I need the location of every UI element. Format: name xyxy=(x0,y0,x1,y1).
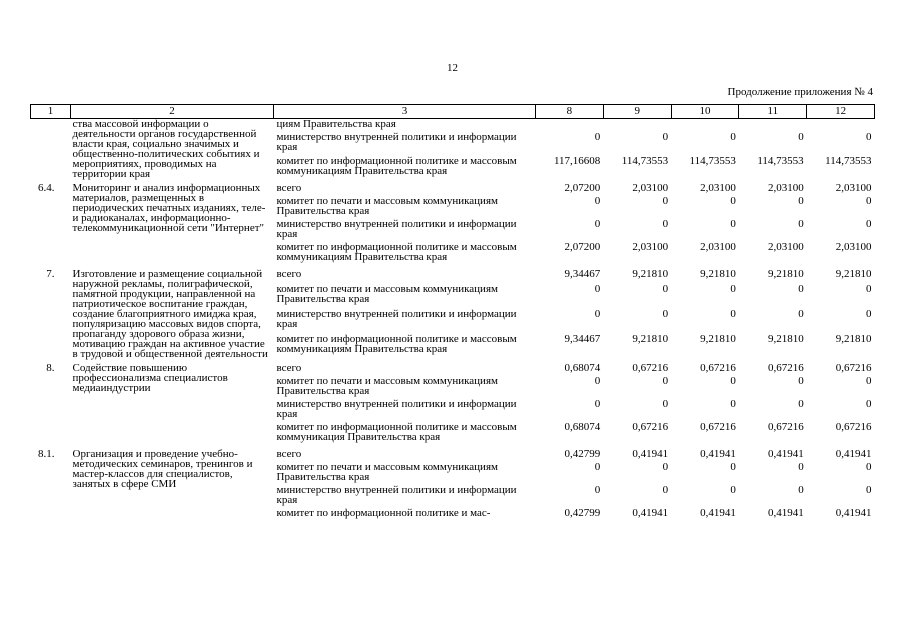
amount-cell: 0 xyxy=(798,218,804,230)
amount-cell: 0 xyxy=(662,307,669,320)
amount-cell: 0,41941 xyxy=(835,507,872,519)
amount-cell: 0,67216 xyxy=(835,421,872,433)
header-cell: 8 xyxy=(536,105,604,119)
amount-cell: 0 xyxy=(594,195,601,207)
amount-cell: 0 xyxy=(594,484,601,496)
amount-cell: 0 xyxy=(594,398,601,410)
amount-cell: 9,21810 xyxy=(835,268,872,280)
activity-name: ства массовой информации о деятельности органов государственной власти края, социально значимых и общественно-политических событиях и мероприятиях, проводимых на территории края xyxy=(72,118,260,180)
executor-cell: министерство внутренней политики и информации края xyxy=(276,484,517,506)
amount-cell: 0 xyxy=(730,484,736,496)
header-cell: 1 xyxy=(31,105,71,119)
activity-name: Организация и проведение учебно-методических семинаров, тренингов и мастер-классов для специалистов, занятых в сфере СМИ xyxy=(72,448,253,490)
amount-cell: 0 xyxy=(662,195,669,207)
amount-cell: 0 xyxy=(662,461,669,473)
header-cell: 11 xyxy=(739,105,807,119)
executor-cell: министерство внутренней политики и информации края xyxy=(276,398,517,420)
amount-cell: 0,67216 xyxy=(632,362,669,374)
executor-cell: комитет по печати и массовым коммуникациям Правительства края xyxy=(276,282,498,305)
amount-cell: 0,67216 xyxy=(835,362,872,374)
amount-cell: 0 xyxy=(798,282,804,295)
amount-cell: 0 xyxy=(662,398,669,410)
amount-cell: 9,21810 xyxy=(632,332,669,345)
executor-cell: министерство внутренней политики и информации края xyxy=(276,218,517,240)
amount-cell: 9,21810 xyxy=(767,332,804,345)
item-number: 8. xyxy=(46,362,55,374)
executor-cell: всего xyxy=(276,362,302,374)
amount-cell: 0,67216 xyxy=(700,362,736,374)
executor-cell: комитет по информационной политике и массовым коммуникациям Правительства края xyxy=(276,154,517,177)
header-cell: 12 xyxy=(807,105,875,119)
amount-cell: 0,41941 xyxy=(767,507,804,519)
header-row xyxy=(31,105,875,119)
item-number: 8.1. xyxy=(38,448,55,460)
amount-cell: 0 xyxy=(662,375,669,387)
item-number: 6.4. xyxy=(38,182,55,194)
executor-cell: комитет по информационной политике и массовым коммуникациям Правительства края xyxy=(276,332,517,355)
amount-cell: 0,68074 xyxy=(564,421,601,433)
amount-cell: 0,41941 xyxy=(632,448,669,460)
amount-cell: 0 xyxy=(798,307,804,320)
amount-cell: 0 xyxy=(865,218,872,230)
amount-cell: 9,21810 xyxy=(700,268,736,280)
amount-cell: 0 xyxy=(594,282,601,295)
amount-cell: 0,41941 xyxy=(700,448,736,460)
item-number xyxy=(31,119,71,180)
executor-cell: циям Правительства края xyxy=(276,118,396,130)
amount-cell: 2,03100 xyxy=(700,241,736,253)
amount-cell: 0,41941 xyxy=(835,448,872,460)
amount-cell: 114,73553 xyxy=(621,154,669,167)
amount-cell: 0,67216 xyxy=(700,421,736,433)
amount-cell: 9,21810 xyxy=(700,332,736,345)
amount-cell: 0 xyxy=(865,398,872,410)
amount-cell: 0,41941 xyxy=(767,448,804,460)
amount-cell: 0 xyxy=(594,375,601,387)
amount-cell: 0,41941 xyxy=(632,507,669,519)
amount-cell: 0 xyxy=(865,195,872,207)
amount-cell: 0 xyxy=(594,307,601,320)
amount-cell: 0 xyxy=(662,484,669,496)
page-number: 12 xyxy=(447,62,458,74)
table-row xyxy=(31,359,875,376)
executor-cell: министерство внутренней политики и информации края xyxy=(276,131,517,154)
amount-cell: 0,42799 xyxy=(564,507,601,519)
table-row xyxy=(31,119,875,133)
amount-cell: 0 xyxy=(798,398,804,410)
table-header xyxy=(31,105,875,119)
executor-cell: всего xyxy=(276,448,302,460)
amount-cell: 0 xyxy=(730,307,736,320)
activity-name: Содействие повышению профессионализма специалистов медиаиндустрии xyxy=(72,362,228,394)
appendix-continuation-label: Продолжение приложения № 4 xyxy=(727,86,873,98)
amount-cell: 9,21810 xyxy=(632,268,669,280)
amount-cell: 0,42799 xyxy=(564,448,601,460)
table-row xyxy=(31,445,875,462)
amount-cell: 2,07200 xyxy=(564,241,601,253)
executor-cell: комитет по печати и массовым коммуникациям Правительства края xyxy=(276,461,498,483)
amount-cell: 0 xyxy=(594,131,601,144)
executor-cell: комитет по информационной политике и мас- xyxy=(276,507,491,519)
table-body xyxy=(31,119,875,532)
amount-cell: 2,03100 xyxy=(632,182,669,194)
amount-cell: 2,03100 xyxy=(632,241,669,253)
activity-name: Мониторинг и анализ информационных материалов, размещенных в периодических печатных изданиях, теле- и радиоканалах, информационно-телекоммуникационной сети "Интернет" xyxy=(72,182,266,234)
executor-cell: всего xyxy=(276,182,302,194)
amount-cell: 114,73553 xyxy=(689,154,736,167)
amount-cell: 2,03100 xyxy=(700,182,736,194)
amount-cell: 0 xyxy=(865,307,872,320)
amount-cell xyxy=(739,119,807,133)
amount-cell: 0 xyxy=(865,484,872,496)
amount-cell: 0 xyxy=(730,195,736,207)
activity-name: Изготовление и размещение социальной наружной рекламы, полиграфической, памятной продукции, направленной на патриотическое воспитание граждан, создание благоприятного имиджа края, популяризацию массовых видов спорта, пропаганду здорового образа жизни, мотивацию граждан на активное участие в трудовой и общественной деятельности xyxy=(72,268,268,360)
executor-cell: комитет по печати и массовым коммуникациям Правительства края xyxy=(276,375,498,397)
amount-cell: 0 xyxy=(798,375,804,387)
header-cell: 2 xyxy=(71,105,274,119)
executor-cell: комитет по печати и массовым коммуникациям Правительства края xyxy=(276,195,498,217)
executor-cell: всего xyxy=(276,268,302,280)
amount-cell: 0,41941 xyxy=(700,507,736,519)
amount-cell: 0 xyxy=(594,461,601,473)
amount-cell: 0,67216 xyxy=(767,362,804,374)
amount-cell: 114,73553 xyxy=(757,154,804,167)
amount-cell: 2,03100 xyxy=(767,241,804,253)
item-number: 7. xyxy=(46,268,55,280)
budget-table xyxy=(30,104,875,531)
header-cell: 3 xyxy=(274,105,536,119)
amount-cell: 0 xyxy=(730,131,736,144)
amount-cell xyxy=(807,119,875,133)
amount-cell: 9,21810 xyxy=(767,268,804,280)
amount-cell: 0 xyxy=(865,375,872,387)
amount-cell: 0 xyxy=(730,218,736,230)
table-row xyxy=(31,179,875,196)
amount-cell xyxy=(603,119,671,133)
executor-cell: министерство внутренней политики и информации края xyxy=(276,307,517,330)
amount-cell: 0 xyxy=(865,131,872,144)
amount-cell: 9,34467 xyxy=(564,268,601,280)
amount-cell: 0 xyxy=(662,282,669,295)
header-cell: 9 xyxy=(603,105,671,119)
amount-cell: 0 xyxy=(865,282,872,295)
table-row xyxy=(31,265,875,284)
executor-cell: комитет по информационной политике и массовым коммуникация Правительства края xyxy=(276,421,517,443)
amount-cell: 0 xyxy=(798,484,804,496)
amount-cell: 0,68074 xyxy=(564,362,601,374)
amount-cell: 2,07200 xyxy=(564,182,601,194)
amount-cell: 9,21810 xyxy=(835,332,872,345)
amount-cell: 2,03100 xyxy=(835,241,872,253)
amount-cell: 0 xyxy=(662,131,669,144)
amount-cell: 0 xyxy=(730,375,736,387)
amount-cell: 0,67216 xyxy=(632,421,669,433)
amount-cell: 0 xyxy=(730,282,736,295)
amount-cell: 117,16608 xyxy=(553,154,601,167)
executor-cell: комитет по информационной политике и массовым коммуникациям Правительства края xyxy=(276,241,517,263)
amount-cell: 2,03100 xyxy=(767,182,804,194)
amount-cell: 0 xyxy=(730,398,736,410)
amount-cell: 0,67216 xyxy=(767,421,804,433)
header-cell: 10 xyxy=(671,105,739,119)
amount-cell: 0 xyxy=(594,218,601,230)
amount-cell: 0 xyxy=(798,131,804,144)
amount-cell: 0 xyxy=(798,195,804,207)
amount-cell: 0 xyxy=(662,218,669,230)
amount-cell xyxy=(671,119,739,133)
amount-cell: 9,34467 xyxy=(564,332,601,345)
amount-cell: 0 xyxy=(730,461,736,473)
amount-cell: 0 xyxy=(798,461,804,473)
amount-cell xyxy=(536,119,604,133)
amount-cell: 0 xyxy=(865,461,872,473)
amount-cell: 114,73553 xyxy=(825,154,872,167)
amount-cell: 2,03100 xyxy=(835,182,872,194)
